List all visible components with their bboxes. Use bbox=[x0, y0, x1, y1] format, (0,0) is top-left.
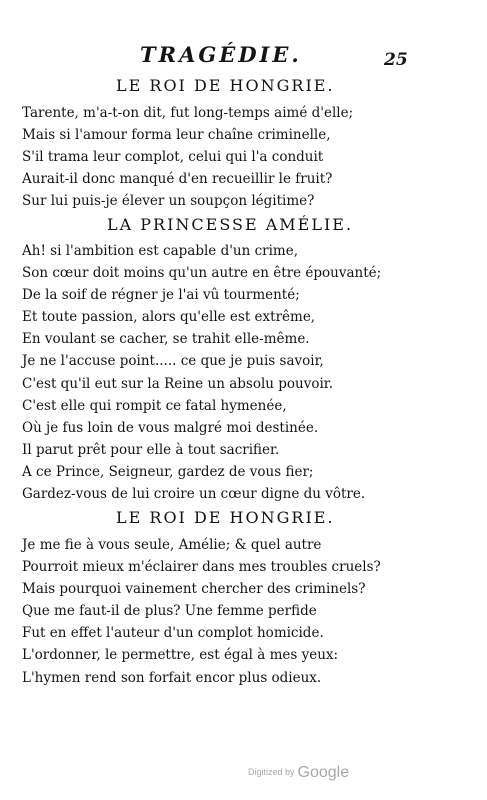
verse-line: Où je fus loin de vous malgré moi destinée. bbox=[22, 419, 319, 436]
verse-line: Mais si l'amour forma leur chaîne criminelle, bbox=[22, 127, 331, 144]
watermark-brand: Google bbox=[297, 764, 350, 781]
verse-line: Je me fie à vous seule, Amélie; & quel autre bbox=[22, 537, 322, 553]
speech-block bbox=[22, 102, 353, 212]
verse-line: Fut en effet l'auteur d'un complot homicide. bbox=[22, 625, 324, 642]
verse-line: L'hymen rend son forfait encor plus odieux. bbox=[22, 669, 322, 686]
verse-line: Que me faut-il de plus? Une femme perfide bbox=[22, 603, 317, 620]
speaker-heading: LE ROI DE HONGRIE. bbox=[116, 76, 335, 95]
verse-line: C'est elle qui rompit ce fatal hymenée, bbox=[22, 397, 287, 414]
verse-line: Et toute passion, alors qu'elle est extrême, bbox=[22, 309, 316, 326]
verse-line: Je ne l'accuse point..... ce que je puis savoir, bbox=[22, 353, 324, 370]
verse-line: Pourroit mieux m'éclairer dans mes troubles cruels? bbox=[22, 559, 381, 576]
verse-line: Tarente, m'a-t-on dit, fut long-temps aimé d'elle; bbox=[22, 105, 354, 121]
verse-line: Mais pourquoi vainement chercher des criminels? bbox=[22, 581, 366, 598]
speaker-heading: LE ROI DE HONGRIE. bbox=[116, 508, 335, 527]
verse-line: De la soif de régner je l'ai vû tourmenté; bbox=[22, 287, 300, 304]
digitized-by-watermark bbox=[248, 764, 349, 782]
verse-line: Gardez-vous de lui croire un cœur digne du vôtre. bbox=[22, 486, 366, 503]
speech-block bbox=[22, 240, 381, 505]
verse-line: C'est qu'il eut sur la Reine un absolu pouvoir. bbox=[22, 375, 334, 392]
page-number: 25 bbox=[384, 50, 408, 70]
verse-line: Il parut prêt pour elle à tout sacrifier. bbox=[22, 441, 280, 458]
watermark-prefix: Digitized by bbox=[248, 767, 295, 777]
verse-line: L'ordonner, le permettre, est égal à mes yeux: bbox=[22, 647, 339, 664]
verse-line: A ce Prince, Seigneur, gardez de vous fier; bbox=[22, 463, 314, 480]
verse-line: Son cœur doit moins qu'un autre en être épouvanté; bbox=[22, 265, 382, 282]
verse-line: Ah! si l'ambition est capable d'un crime, bbox=[22, 243, 299, 259]
verse-line: En voulant se cacher, se trahit elle-même. bbox=[22, 331, 310, 348]
verse-line: Sur lui puis-je élever un soupçon légitime? bbox=[22, 193, 315, 210]
verse-line: S'il trama leur complot, celui qui l'a conduit bbox=[22, 149, 324, 166]
speech-block bbox=[22, 534, 381, 689]
running-title: TRAGÉDIE. bbox=[140, 42, 302, 67]
speaker-heading: LA PRINCESSE AMÉLIE. bbox=[107, 215, 354, 234]
verse-line: Aurait-il donc manqué d'en recueillir le fruit? bbox=[22, 171, 333, 188]
